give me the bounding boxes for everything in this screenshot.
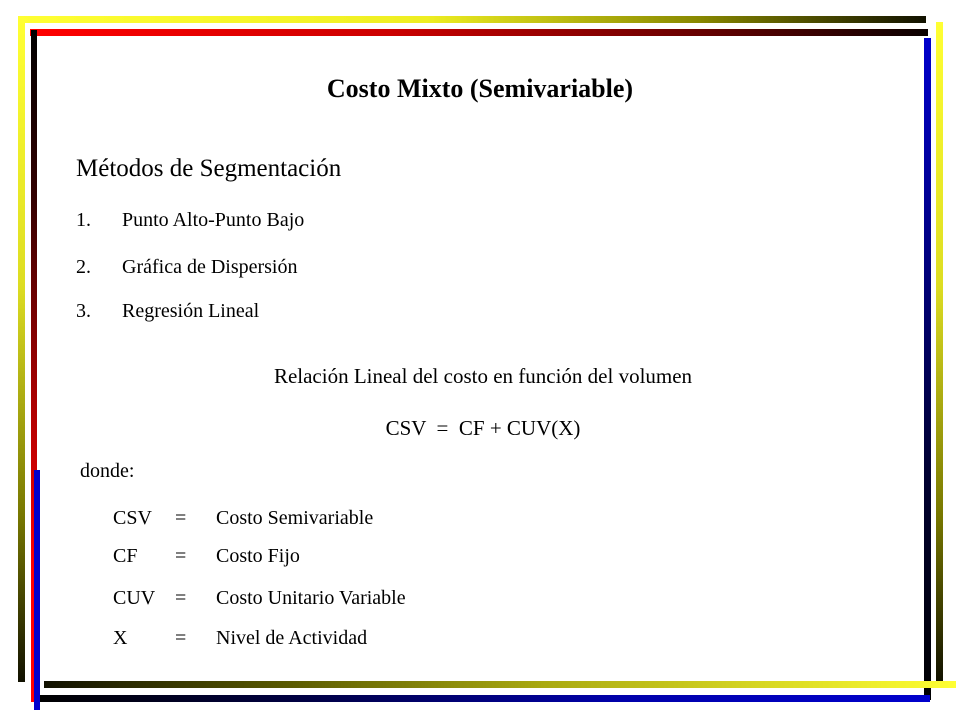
method-label: Punto Alto-Punto Bajo <box>122 209 305 231</box>
definition-term: CSV <box>113 507 152 529</box>
frame-top-outer-bar <box>18 16 926 23</box>
definition-equals: = <box>175 507 187 529</box>
definition-equals: = <box>175 627 187 649</box>
frame-left-blue-bar <box>34 470 40 710</box>
method-item <box>76 300 259 323</box>
frame-left-outer-bar <box>18 22 25 682</box>
method-number: 3. <box>76 300 91 322</box>
method-number: 2. <box>76 256 91 278</box>
frame-top-inner-bar <box>30 29 928 36</box>
frame-right-outer-bar <box>936 22 943 682</box>
method-label: Regresión Lineal <box>122 300 260 322</box>
definition-term: CUV <box>113 587 156 609</box>
slide-subtitle: Métodos de Segmentación <box>76 155 342 182</box>
definition-equals: = <box>175 587 187 609</box>
definition-term: X <box>113 627 128 649</box>
definition-description: Costo Fijo <box>216 545 300 567</box>
definition-equals: = <box>175 545 187 567</box>
frame-bottom-outer-bar <box>44 681 956 688</box>
relation-caption: Relación Lineal del costo en función del volumen <box>273 364 693 388</box>
frame-bottom-inner-bar <box>40 695 930 702</box>
where-label: donde: <box>80 460 135 482</box>
definition-description: Nivel de Actividad <box>216 627 368 649</box>
method-item <box>76 209 304 232</box>
definition-description: Costo Semivariable <box>216 507 374 529</box>
formula: CSV = CF + CUV(X) <box>385 416 581 440</box>
method-label: Gráfica de Dispersión <box>122 256 298 278</box>
method-number: 1. <box>76 209 91 231</box>
slide-title: Costo Mixto (Semivariable) <box>326 74 634 103</box>
definition-description: Costo Unitario Variable <box>216 587 406 609</box>
method-item <box>76 256 298 279</box>
definition-term: CF <box>113 545 138 567</box>
